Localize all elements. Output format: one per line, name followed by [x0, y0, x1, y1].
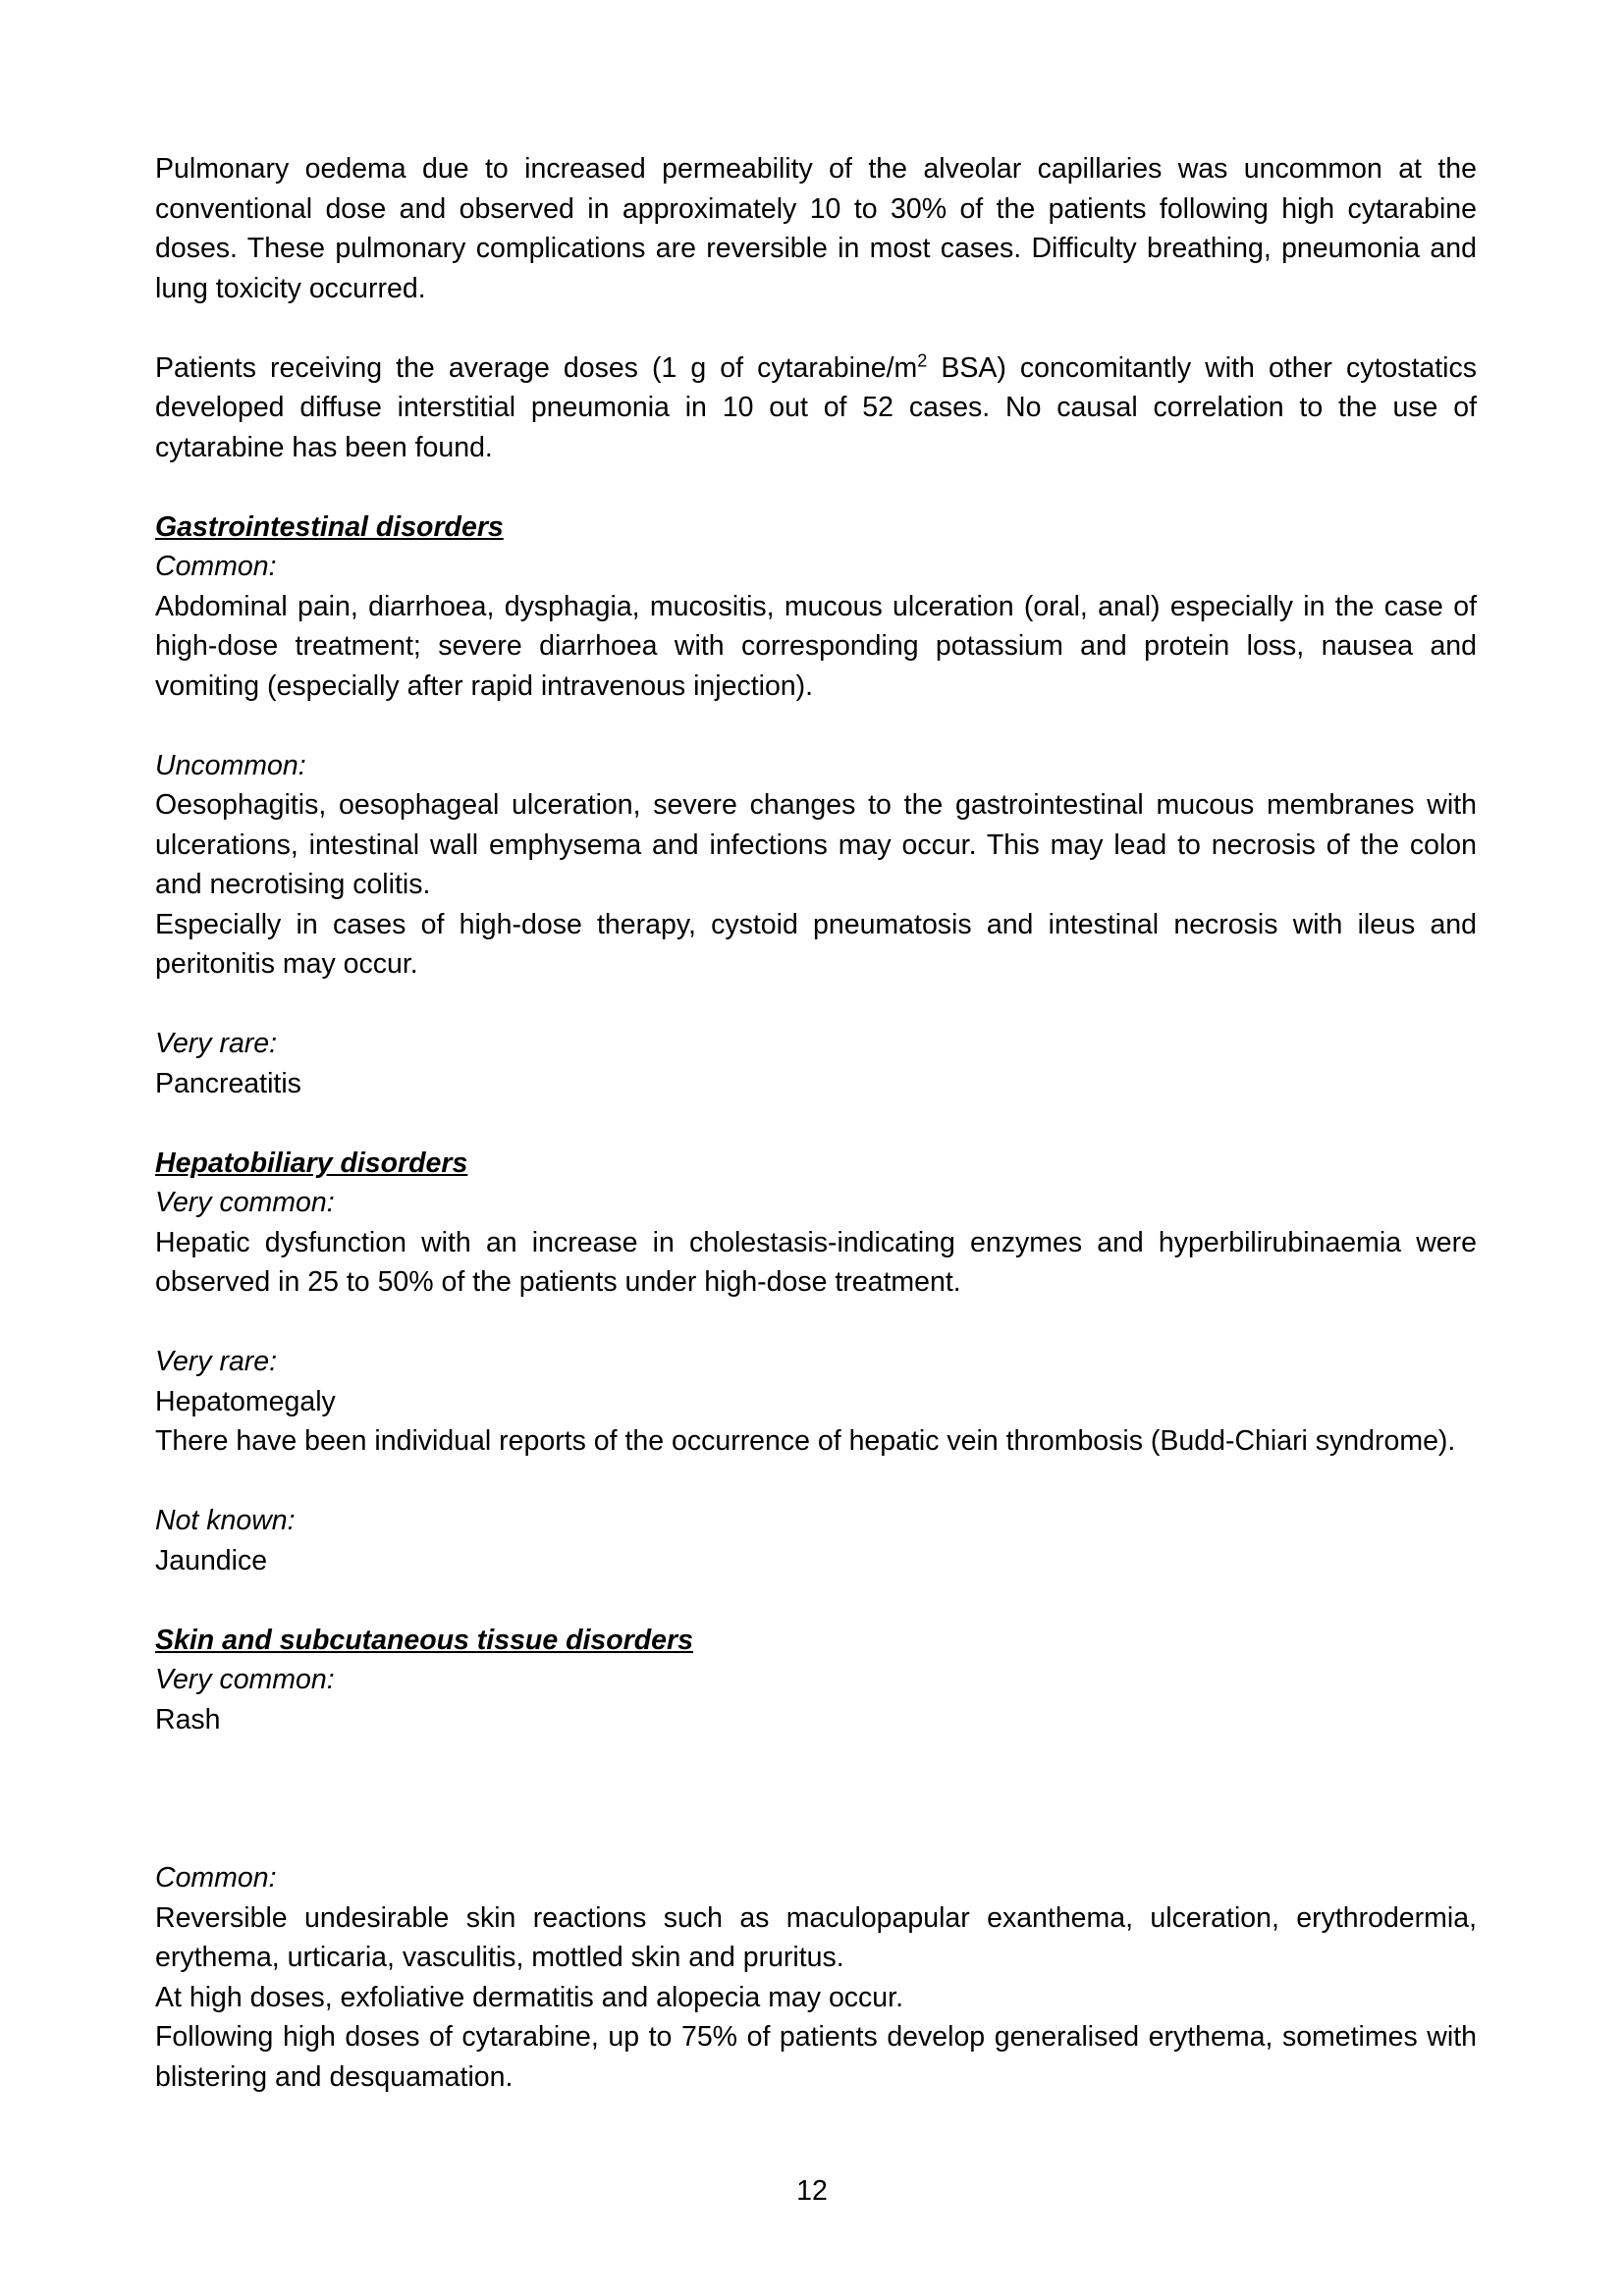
page-number: 12: [796, 2175, 828, 2207]
hepatobiliary-very-rare-text-1: Hepatomegaly: [155, 1385, 336, 1417]
page-break-spacer: [155, 1739, 1477, 1858]
skin-common-label: Common:: [155, 1862, 277, 1894]
average-doses-text-start: Patients receiving the average doses (1 g of cytarabine/m: [155, 351, 918, 384]
hepatobiliary-heading: Hepatobiliary disorders: [155, 1147, 468, 1179]
average-doses-text-end: BSA) concomitantly with other cytostatics developed diffuse interstitial pneumonia in 10 out of 52 cases. No causal correlation to the use of cytarabine has been found.: [155, 351, 1478, 463]
skin-very-common-label: Very common:: [155, 1664, 335, 1695]
gastrointestinal-very-rare-text: Pancreatitis: [155, 1067, 301, 1099]
average-doses-paragraph: [155, 348, 1477, 468]
hepatobiliary-very-common-text: Hepatic dysfunction with an increase in cholestasis-indicating enzymes and hyperbilirubinaemia were observed in 25 to 50% of the patients under high-dose treatment.: [155, 1226, 1477, 1298]
document-page: [155, 149, 1477, 2097]
skin-common-text-2: At high doses, exfoliative dermatitis and alopecia may occur.: [155, 1981, 903, 2013]
skin-heading: Skin and subcutaneous tissue disorders: [155, 1624, 693, 1656]
gastrointestinal-common-text: Abdominal pain, diarrhoea, dysphagia, mucositis, mucous ulceration (oral, anal) especially in the case of high-dose treatment; severe diarrhoea with corresponding potassium and protein loss, nausea and vomiting (especially after rapid intravenous injection).: [155, 590, 1477, 702]
gastrointestinal-common-label: Common:: [155, 551, 277, 582]
superscript-two: 2: [917, 350, 928, 370]
hepatobiliary-very-rare-label: Very rare:: [155, 1346, 278, 1377]
gastrointestinal-uncommon-text-2: Especially in cases of high-dose therapy, cystoid pneumatosis and intestinal necrosis with ileus and peritonitis may occur.: [155, 908, 1477, 980]
hepatobiliary-very-rare-text-2: There have been individual reports of the occurrence of hepatic vein thrombosis (Budd-Chiari syndrome).: [155, 1425, 1456, 1457]
gastrointestinal-uncommon-label: Uncommon:: [155, 749, 306, 781]
skin-common-text-1: Reversible undesirable skin reactions such as maculopapular exanthema, ulceration, erythrodermia, erythema, urticaria, vasculitis, mottled skin and pruritus.: [155, 1901, 1477, 1973]
gastrointestinal-uncommon-text-1: Oesophagitis, oesophageal ulceration, severe changes to the gastrointestinal mucous membranes with ulcerations, intestinal wall emphysema and infections may occur. This may lead to necrosis of the colon and necrotising colitis.: [155, 789, 1477, 900]
hepatobiliary-not-known-text: Jaundice: [155, 1544, 268, 1576]
hepatobiliary-very-common-label: Very common:: [155, 1187, 335, 1218]
gastrointestinal-very-rare-label: Very rare:: [155, 1028, 278, 1059]
skin-common-text-3: Following high doses of cytarabine, up to 75% of patients develop generalised erythema, sometimes with blistering and desquamation.: [155, 2021, 1477, 2093]
pulmonary-oedema-paragraph: Pulmonary oedema due to increased permeability of the alveolar capillaries was uncommon at the conventional dose and observed in approximately 10 to 30% of the patients following high cytarabine doses. These pulmonary complications are reversible in most cases. Difficulty breathing, pneumonia and lung toxicity occurred.: [155, 153, 1477, 304]
hepatobiliary-not-known-label: Not known:: [155, 1505, 296, 1536]
gastrointestinal-heading: Gastrointestinal disorders: [155, 510, 504, 543]
skin-very-common-text: Rash: [155, 1703, 221, 1735]
